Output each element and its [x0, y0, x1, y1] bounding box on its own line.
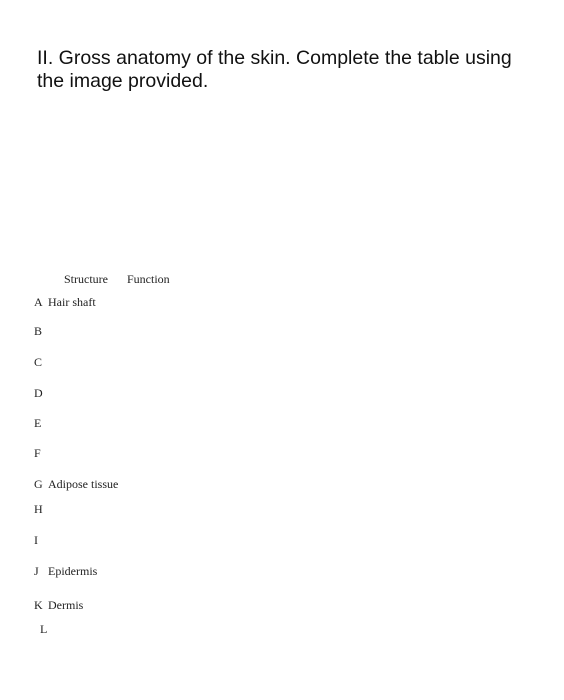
table-row [34, 355, 48, 371]
table-row [34, 324, 48, 340]
column-header-function: Function [127, 272, 170, 286]
table-row [34, 502, 48, 518]
row-letter: H [34, 502, 43, 516]
row-structure: Epidermis [48, 564, 98, 578]
row-letter: G [34, 477, 43, 491]
row-letter: C [34, 355, 43, 369]
table-row [34, 446, 48, 462]
row-letter: F [34, 446, 41, 460]
table-row [34, 598, 83, 614]
row-letter: E [34, 416, 42, 430]
column-header-structure: Structure [64, 272, 108, 286]
table-row [34, 386, 48, 402]
row-letter: B [34, 324, 43, 338]
row-structure: Dermis [48, 598, 84, 612]
table-row [34, 295, 96, 311]
row-letter: J [34, 564, 39, 578]
table-row [34, 477, 118, 493]
row-letter: K [34, 598, 43, 612]
table-row [40, 622, 54, 638]
table-row [34, 416, 48, 432]
row-letter: L [40, 622, 48, 636]
row-structure: Adipose tissue [48, 477, 119, 491]
row-letter: D [34, 386, 43, 400]
row-letter: I [34, 533, 38, 547]
section-heading: II. Gross anatomy of the skin. Complete the table using the image provided. [37, 47, 512, 92]
row-letter: A [34, 295, 43, 309]
row-structure: Hair shaft [48, 295, 96, 309]
table-row [34, 564, 97, 580]
table-row [34, 533, 48, 549]
